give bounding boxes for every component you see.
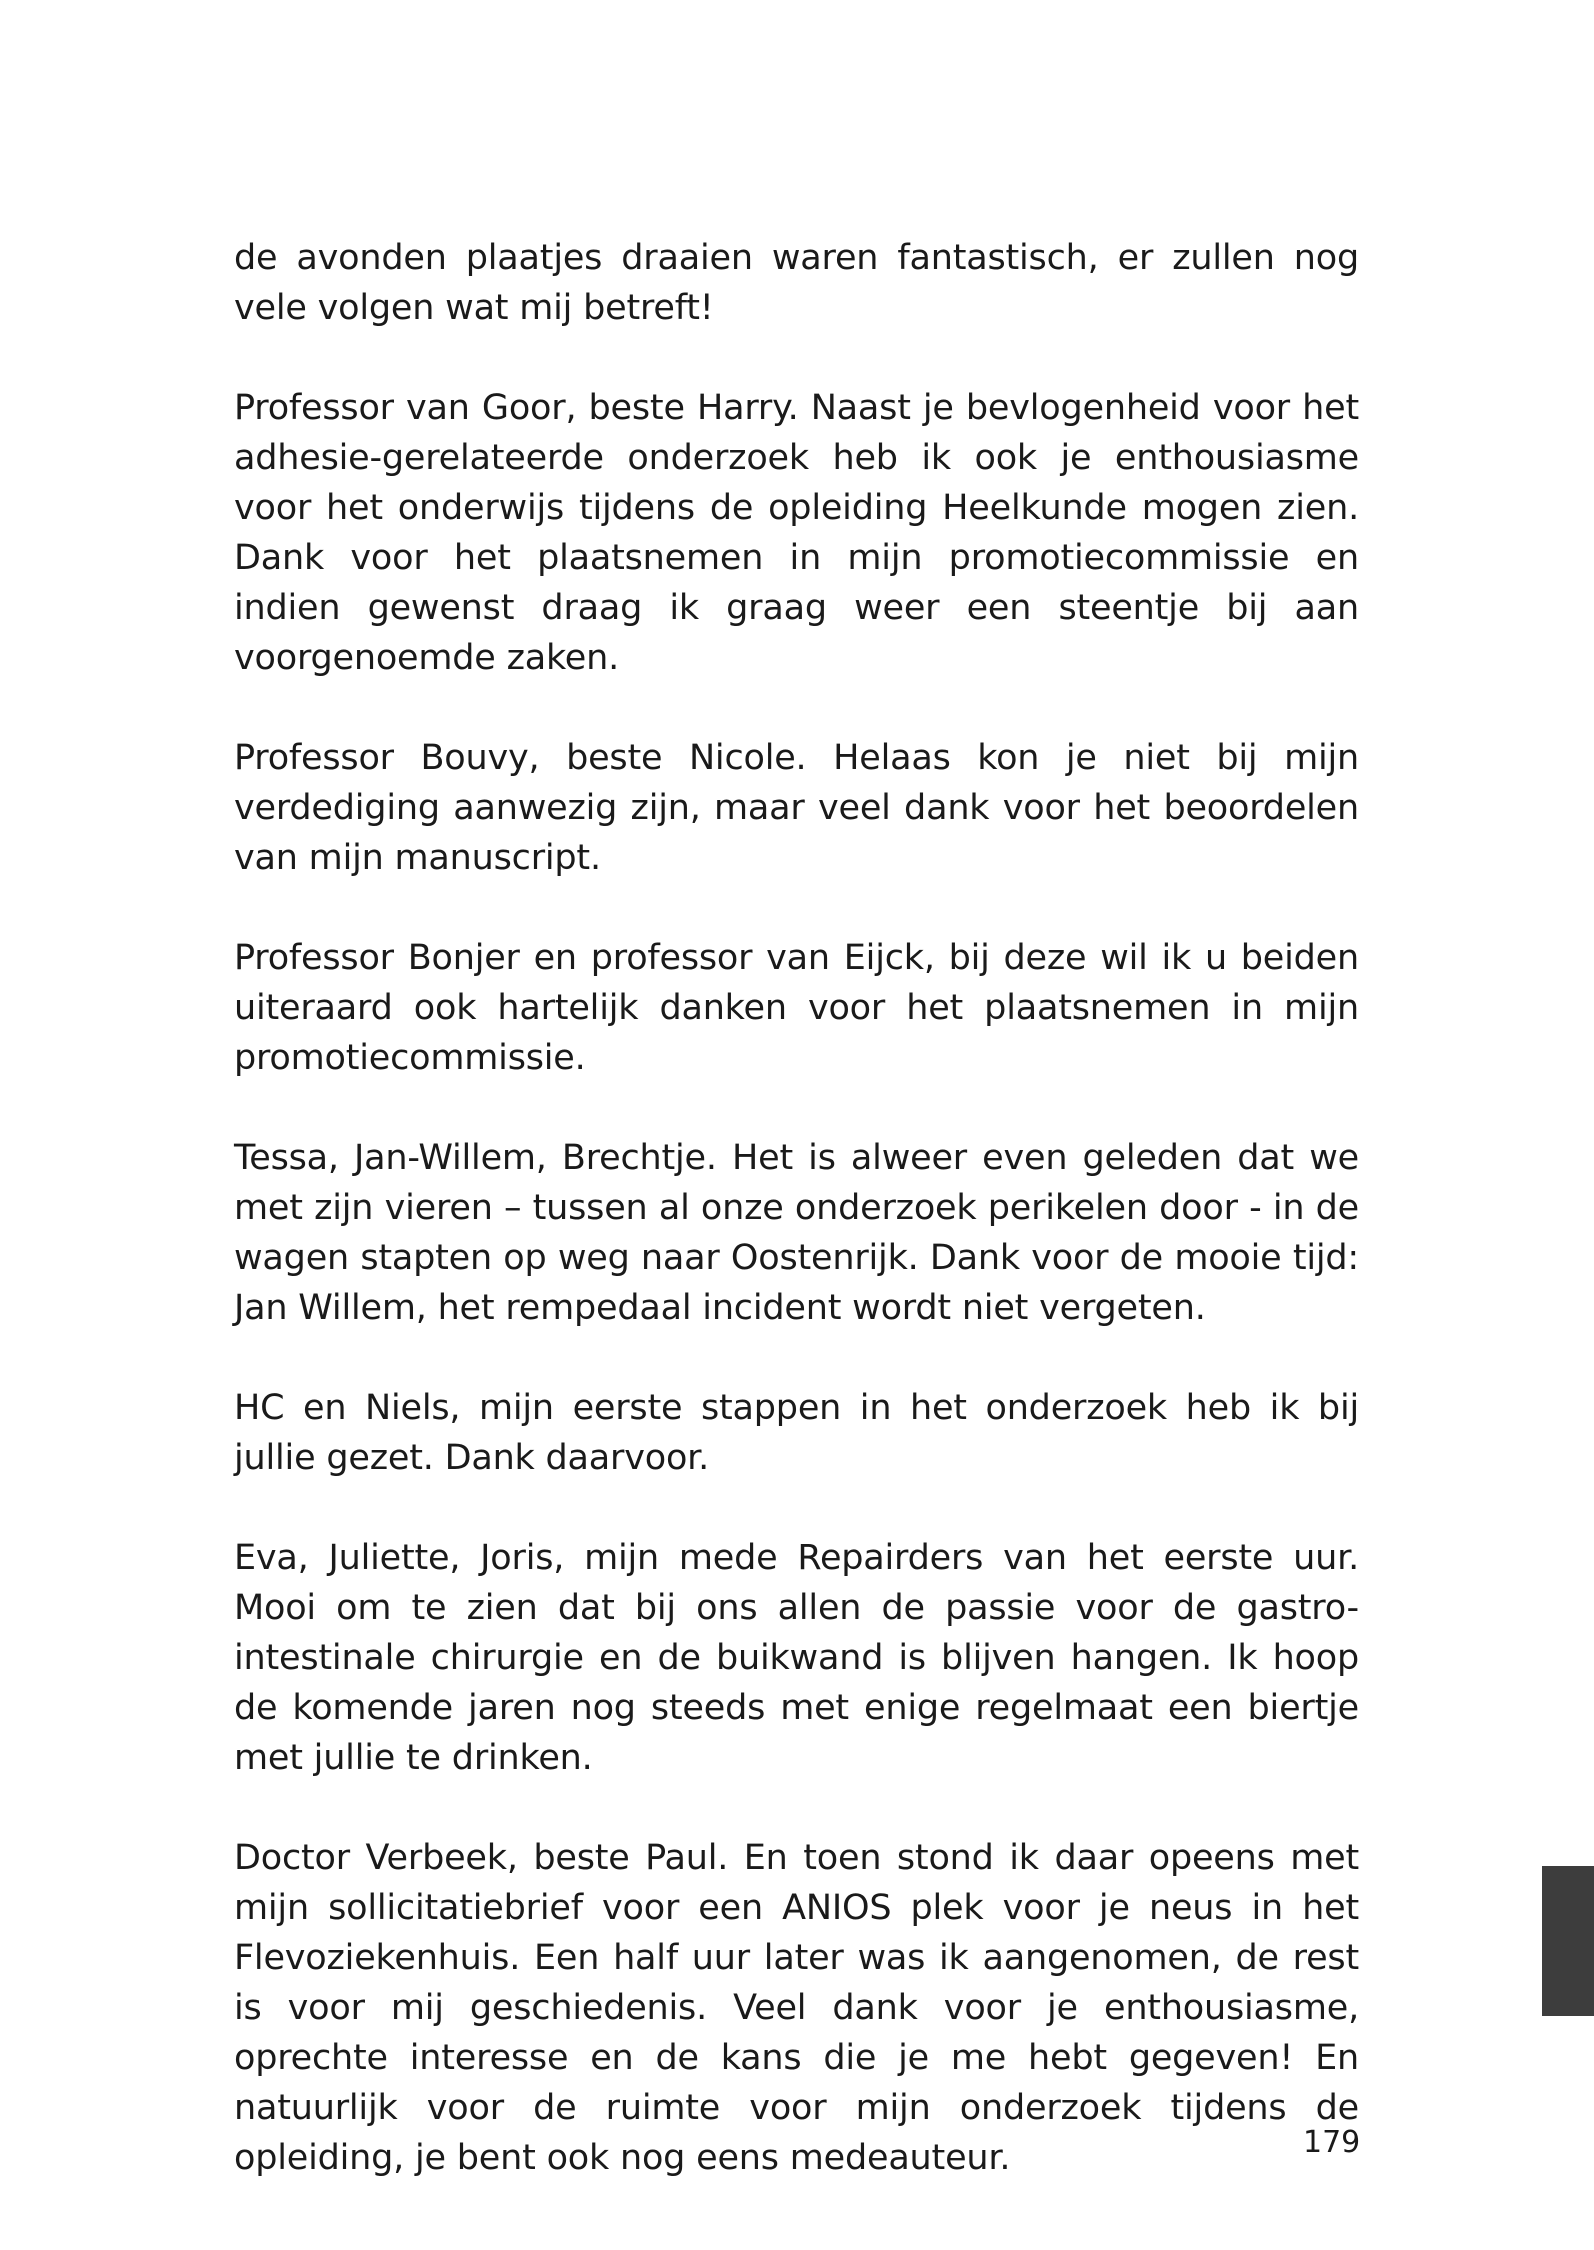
paragraph-8: Doctor Verbeek, beste Paul. En toen stond ik daar opeens met mijn sollicitatiebrief voor een ANIOS plek voor je neus in het Flevoziekenhuis. Een half uur later was ik aangenomen, de rest is voor mij geschiedenis. Veel dank voor je enthousiasme, oprechte interesse en de kans die je me hebt gegeven! En natuurlijk voor de ruimte voor mijn onderzoek tijdens de opleiding, je bent ook nog eens medeauteur. bbox=[234, 1838, 1359, 2178]
page-number: 179 bbox=[1303, 2125, 1361, 2160]
paragraph-2: Professor van Goor, beste Harry. Naast je bevlogenheid voor het adhesie-gerelateerde onderzoek heb ik ook je enthousiasme voor het onderwijs tijdens de opleiding Heelkunde mogen zien. Dank voor het plaatsnemen in mijn promotiecommissie en indien gewenst draag ik graag weer een steentje bij aan voorgenoemde zaken. bbox=[234, 388, 1359, 678]
chapter-thumb-tab bbox=[1542, 1866, 1594, 2016]
paragraph-4: Professor Bonjer en professor van Eijck, bij deze wil ik u beiden uiteraard ook hartelijk danken voor het plaatsnemen in mijn promotiecommissie. bbox=[234, 938, 1359, 1078]
page-body bbox=[234, 233, 1359, 2233]
paragraph-1: de avonden plaatjes draaien waren fantastisch, er zullen nog vele volgen wat mij betreft! bbox=[234, 238, 1359, 328]
paragraph-5: Tessa, Jan-Willem, Brechtje. Het is alweer even geleden dat we met zijn vieren – tussen al onze onderzoek perikelen door - in de wagen stapten op weg naar Oostenrijk. Dank voor de mooie tijd: Jan Willem, het rempedaal incident wordt niet vergeten. bbox=[234, 1138, 1359, 1328]
paragraph-7: Eva, Juliette, Joris, mijn mede Repairders van het eerste uur. Mooi om te zien dat bij ons allen de passie voor de gastro-intestinale chirurgie en de buikwand is blijven hangen. Ik hoop de komende jaren nog steeds met enige regelmaat een biertje met jullie te drinken. bbox=[234, 1538, 1359, 1778]
paragraph-3: Professor Bouvy, beste Nicole. Helaas kon je niet bij mijn verdediging aanwezig zijn, maar veel dank voor het beoordelen van mijn manuscript. bbox=[234, 738, 1359, 878]
paragraph-6: HC en Niels, mijn eerste stappen in het onderzoek heb ik bij jullie gezet. Dank daarvoor. bbox=[234, 1388, 1359, 1478]
